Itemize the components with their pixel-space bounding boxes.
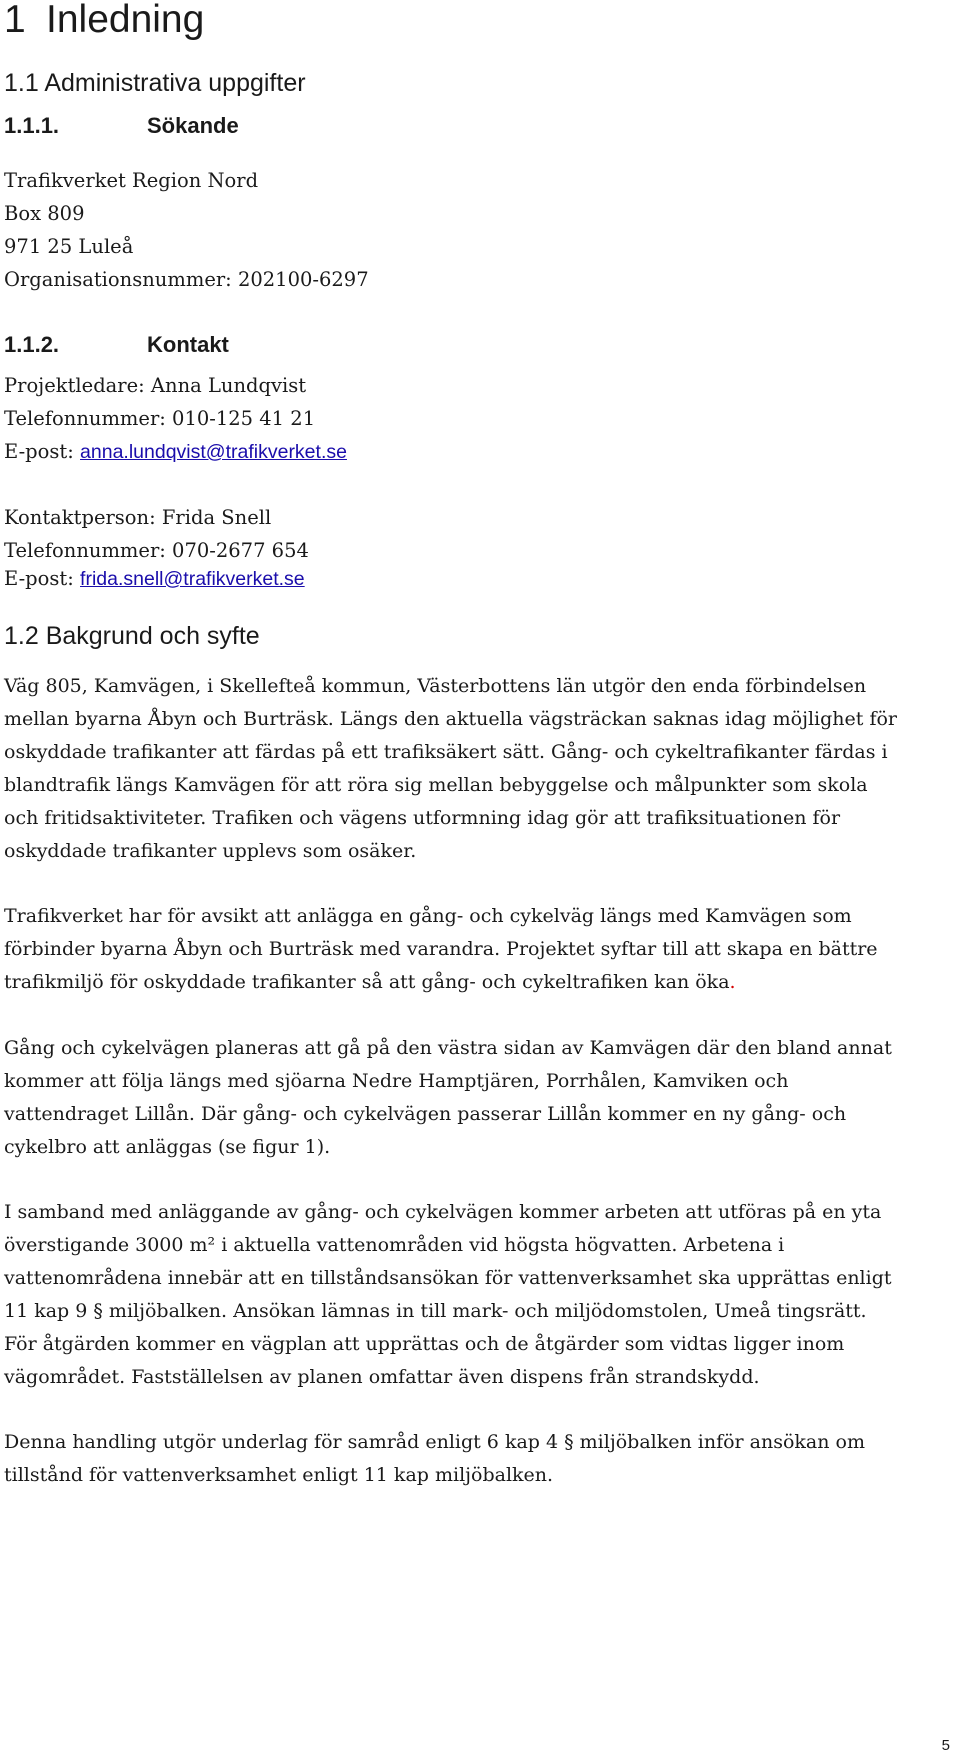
project-lead-name: Projektledare: Anna Lundqvist — [4, 374, 307, 397]
heading-title: Sökande — [147, 113, 239, 138]
red-period: . — [729, 971, 736, 993]
paragraph-line: förbinder byarna Åbyn och Burträsk med varandra. Projektet syftar till att skapa en bättre — [4, 938, 878, 960]
heading-sokande — [4, 112, 239, 140]
contact-person-email-line — [4, 565, 305, 593]
heading-number: 1.1.1. — [4, 113, 60, 138]
paragraph-line: vägområdet. Fastställelsen av planen omfattar även dispens från strandskydd. — [4, 1366, 760, 1388]
paragraph-line: 11 kap 9 § miljöbalken. Ansökan lämnas in till mark- och miljödomstolen, Umeå tingsrätt. — [4, 1300, 867, 1322]
paragraph-line: oskyddade trafikanter att färdas på ett trafiksäkert sätt. Gång- och cykeltrafikanter färdas i — [4, 741, 888, 763]
heading-administrativa-uppgifter: 1.1 Administrativa uppgifter — [4, 69, 306, 97]
contact-person-name: Kontaktperson: Frida Snell — [4, 506, 272, 529]
contact-person-email-link[interactable]: frida.snell@trafikverket.se — [80, 568, 305, 590]
heading-title: Inledning — [46, 0, 205, 41]
project-lead-email-line — [4, 438, 347, 466]
applicant-line: Trafikverket Region Nord — [4, 169, 259, 192]
applicant-line: Organisationsnummer: 202100-6297 — [4, 268, 369, 291]
paragraph-line: vattendraget Lillån. Där gång- och cykelvägen passerar Lillån kommer en ny gång- och — [4, 1103, 847, 1125]
heading-bakgrund-och-syfte: 1.2 Bakgrund och syfte — [4, 622, 260, 650]
paragraph-line: överstigande 3000 m² i aktuella vattenområden vid högsta högvatten. Arbetena i — [4, 1234, 785, 1256]
paragraph-line: kommer att följa längs med sjöarna Nedre Hamptjären, Porrhålen, Kamviken och — [4, 1070, 789, 1092]
paragraph-line: tillstånd för vattenverksamhet enligt 11 kap miljöbalken. — [4, 1464, 554, 1486]
heading-number: 1.1.2. — [4, 332, 60, 357]
paragraph-line: mellan byarna Åbyn och Burträsk. Längs den aktuella vägsträckan saknas idag möjlighet för — [4, 708, 898, 730]
paragraph-line: Trafikverket har för avsikt att anlägga en gång- och cykelväg längs med Kamvägen som — [4, 905, 852, 927]
paragraph-line-last — [4, 968, 736, 996]
paragraph-line: Väg 805, Kamvägen, i Skellefteå kommun, Västerbottens län utgör den enda förbindelsen — [4, 675, 867, 697]
page-number: 5 — [941, 1737, 950, 1754]
paragraph-line: cykelbro att anläggas (se figur 1). — [4, 1136, 331, 1158]
heading-title: Kontakt — [147, 332, 229, 357]
paragraph-line: och fritidsaktiviteter. Trafiken och vägens utformning idag gör att trafiksituationen för — [4, 807, 841, 829]
paragraph-line: blandtrafik längs Kamvägen för att röra sig mellan bebyggelse och målpunkter som skola — [4, 774, 868, 796]
paragraph-line: Denna handling utgör underlag för samråd enligt 6 kap 4 § miljöbalken inför ansökan om — [4, 1431, 865, 1453]
paragraph-line: Gång och cykelvägen planeras att gå på den västra sidan av Kamvägen där den bland annat — [4, 1037, 892, 1059]
paragraph-text: trafikmiljö för oskyddade trafikanter så att gång- och cykeltrafiken kan öka — [4, 971, 730, 993]
heading-number: 1 — [4, 0, 26, 41]
project-lead-phone: Telefonnummer: 010-125 41 21 — [4, 407, 316, 430]
paragraph-line: För åtgärden kommer en vägplan att upprättas och de åtgärder som vidtas ligger inom — [4, 1333, 845, 1355]
email-label: E-post: — [4, 440, 81, 463]
heading-inledning — [4, 0, 204, 44]
project-lead-email-link[interactable]: anna.lundqvist@trafikverket.se — [80, 441, 347, 463]
paragraph-line: vattenområdena innebär att en tillståndsansökan för vattenverksamhet ska upprättas enligt — [4, 1267, 892, 1289]
applicant-line: Box 809 — [4, 202, 85, 225]
email-label: E-post: — [4, 567, 81, 590]
paragraph-line: I samband med anläggande av gång- och cykelvägen kommer arbeten att utföras på en yta — [4, 1201, 882, 1223]
applicant-line: 971 25 Luleå — [4, 235, 134, 258]
heading-kontakt — [4, 331, 229, 359]
paragraph-line: oskyddade trafikanter upplevs som osäker. — [4, 840, 417, 862]
contact-person-phone: Telefonnummer: 070-2677 654 — [4, 539, 309, 562]
